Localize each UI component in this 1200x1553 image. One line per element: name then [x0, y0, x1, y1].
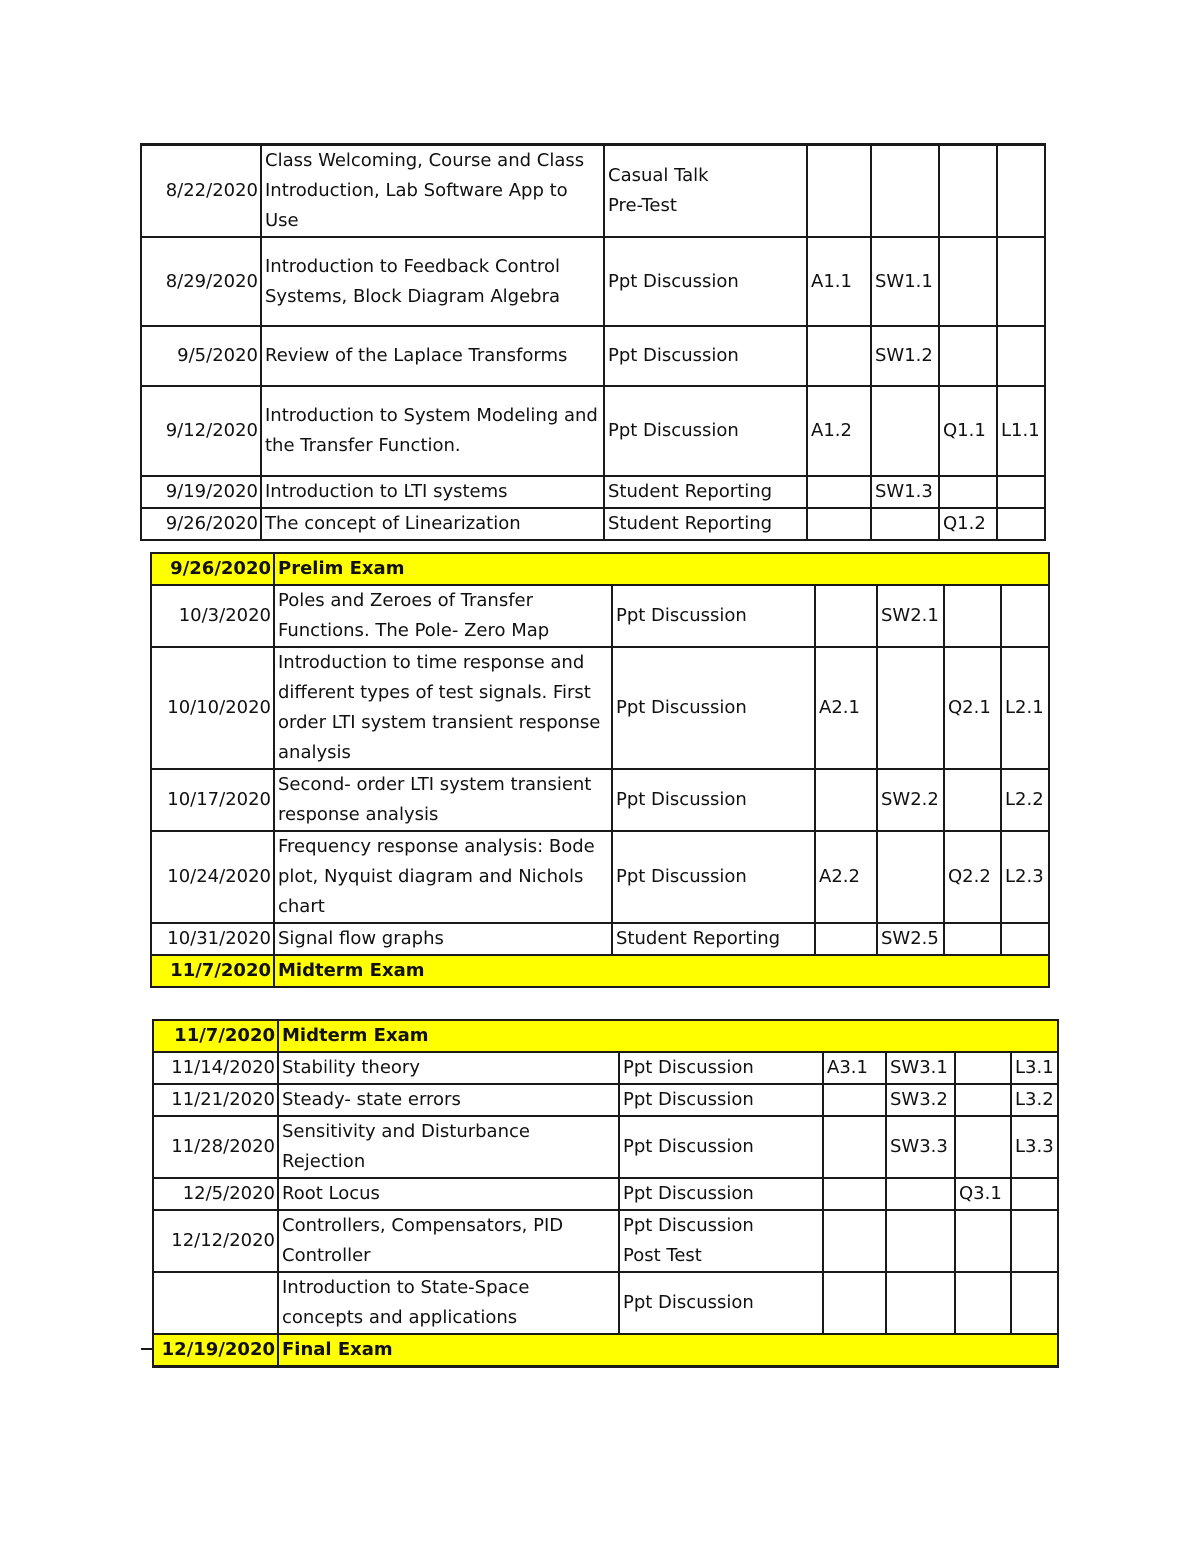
topic-cell: Controllers, Compensators, PID Controller: [278, 1210, 619, 1272]
seatwork-cell: SW2.5: [877, 923, 944, 955]
topic-cell: Signal flow graphs: [274, 923, 612, 955]
date-cell: 11/14/2020: [153, 1052, 278, 1084]
seatwork-cell: [877, 647, 944, 769]
seatwork-cell: SW1.2: [871, 326, 939, 386]
quiz-cell: [955, 1210, 1011, 1272]
date-cell: 10/17/2020: [151, 769, 274, 831]
assignment-cell: A1.1: [807, 237, 871, 326]
activity-cell: Student Reporting: [612, 923, 815, 955]
quiz-cell: [939, 476, 997, 508]
table-row: [141, 326, 1045, 386]
topic-cell: Sensitivity and Disturbance Rejection: [278, 1116, 619, 1178]
quiz-cell: Q1.1: [939, 386, 997, 476]
exam-date: 12/19/2020: [153, 1334, 278, 1367]
lab-cell: [997, 237, 1045, 326]
table-row: [151, 769, 1049, 831]
exam-date: 11/7/2020: [151, 955, 274, 987]
seatwork-cell: [877, 831, 944, 923]
assignment-cell: [815, 585, 877, 647]
lab-cell: [1011, 1178, 1058, 1210]
activity-cell: Ppt Discussion: [619, 1178, 823, 1210]
topic-cell: Frequency response analysis: Bode plot, Nyquist diagram and Nichols chart: [274, 831, 612, 923]
date-cell: 10/31/2020: [151, 923, 274, 955]
schedule-table-3: [152, 1019, 1059, 1368]
table-row: [153, 1272, 1058, 1334]
assignment-cell: [815, 769, 877, 831]
table-row: [141, 476, 1045, 508]
activity-cell: Ppt Discussion: [604, 237, 807, 326]
activity-cell: Student Reporting: [604, 476, 807, 508]
activity-cell: Ppt Discussion: [612, 647, 815, 769]
date-cell: 11/21/2020: [153, 1084, 278, 1116]
assignment-cell: A1.2: [807, 386, 871, 476]
topic-cell: Root Locus: [278, 1178, 619, 1210]
topic-cell: Class Welcoming, Course and Class Introduction, Lab Software App to Use: [261, 145, 604, 238]
lab-cell: [1001, 585, 1049, 647]
topic-cell: Review of the Laplace Transforms: [261, 326, 604, 386]
assignment-cell: [823, 1272, 886, 1334]
exam-label: Midterm Exam: [278, 1020, 1058, 1052]
activity-cell: Ppt Discussion: [619, 1272, 823, 1334]
date-cell: [153, 1272, 278, 1334]
exam-row: [153, 1020, 1058, 1052]
topic-cell: Introduction to State-Space concepts and applications: [278, 1272, 619, 1334]
lab-cell: [997, 326, 1045, 386]
exam-row: [151, 955, 1049, 987]
table-row: [153, 1210, 1058, 1272]
table-row: [141, 237, 1045, 326]
assignment-cell: [823, 1084, 886, 1116]
quiz-cell: [939, 237, 997, 326]
topic-cell: The concept of Linearization: [261, 508, 604, 540]
quiz-cell: Q2.1: [944, 647, 1001, 769]
table-row: [141, 386, 1045, 476]
schedule-table-2-body: [151, 553, 1049, 987]
lab-cell: L3.3: [1011, 1116, 1058, 1178]
schedule-table-1: [140, 143, 1046, 541]
assignment-cell: [807, 476, 871, 508]
topic-cell: Introduction to Feedback Control Systems, Block Diagram Algebra: [261, 237, 604, 326]
seatwork-cell: SW3.3: [886, 1116, 955, 1178]
table-row: [151, 831, 1049, 923]
quiz-cell: Q2.2: [944, 831, 1001, 923]
quiz-cell: [939, 145, 997, 238]
schedule-table-3-body: [153, 1020, 1058, 1367]
date-cell: 10/24/2020: [151, 831, 274, 923]
seatwork-cell: SW1.1: [871, 237, 939, 326]
quiz-cell: [955, 1272, 1011, 1334]
topic-cell: Poles and Zeroes of Transfer Functions. The Pole- Zero Map: [274, 585, 612, 647]
seatwork-cell: SW2.2: [877, 769, 944, 831]
date-cell: 9/5/2020: [141, 326, 261, 386]
exam-label: Midterm Exam: [274, 955, 1049, 987]
table-row: [151, 647, 1049, 769]
assignment-cell: [815, 923, 877, 955]
exam-row: [153, 1334, 1058, 1367]
date-cell: 9/12/2020: [141, 386, 261, 476]
seatwork-cell: [871, 145, 939, 238]
exam-row: [151, 553, 1049, 585]
seatwork-cell: SW1.3: [871, 476, 939, 508]
quiz-cell: [939, 326, 997, 386]
date-cell: 8/22/2020: [141, 145, 261, 238]
date-cell: 10/10/2020: [151, 647, 274, 769]
lab-cell: L1.1: [997, 386, 1045, 476]
quiz-cell: Q3.1: [955, 1178, 1011, 1210]
lab-cell: L2.3: [1001, 831, 1049, 923]
lab-cell: [1001, 923, 1049, 955]
date-cell: 12/12/2020: [153, 1210, 278, 1272]
quiz-cell: [955, 1116, 1011, 1178]
activity-cell: Ppt Discussion Post Test: [619, 1210, 823, 1272]
activity-cell: Student Reporting: [604, 508, 807, 540]
lab-cell: L2.1: [1001, 647, 1049, 769]
assignment-cell: A2.2: [815, 831, 877, 923]
lab-cell: [1011, 1272, 1058, 1334]
assignment-cell: [807, 508, 871, 540]
activity-cell: Ppt Discussion: [612, 831, 815, 923]
assignment-cell: [823, 1210, 886, 1272]
table-row: [153, 1178, 1058, 1210]
activity-cell: Ppt Discussion: [604, 386, 807, 476]
topic-cell: Second- order LTI system transient response analysis: [274, 769, 612, 831]
lab-cell: L3.1: [1011, 1052, 1058, 1084]
quiz-cell: [944, 769, 1001, 831]
date-cell: 9/26/2020: [141, 508, 261, 540]
table-edge-mark: [141, 1348, 153, 1350]
activity-cell: Ppt Discussion: [619, 1052, 823, 1084]
table-row: [151, 585, 1049, 647]
activity-cell: Ppt Discussion: [619, 1084, 823, 1116]
topic-cell: Steady- state errors: [278, 1084, 619, 1116]
seatwork-cell: [886, 1178, 955, 1210]
table-row: [153, 1116, 1058, 1178]
assignment-cell: [807, 145, 871, 238]
lab-cell: L2.2: [1001, 769, 1049, 831]
date-cell: 12/5/2020: [153, 1178, 278, 1210]
lab-cell: [997, 476, 1045, 508]
quiz-cell: [955, 1084, 1011, 1116]
seatwork-cell: SW2.1: [877, 585, 944, 647]
schedule-table-2: [150, 552, 1050, 988]
topic-cell: Introduction to time response and different types of test signals. First order LTI system transient response analysis: [274, 647, 612, 769]
topic-cell: Introduction to LTI systems: [261, 476, 604, 508]
table-row: [151, 923, 1049, 955]
activity-cell: Ppt Discussion: [612, 769, 815, 831]
seatwork-cell: [871, 508, 939, 540]
activity-cell: Ppt Discussion: [612, 585, 815, 647]
quiz-cell: [955, 1052, 1011, 1084]
activity-cell: Ppt Discussion: [604, 326, 807, 386]
table-row: [153, 1084, 1058, 1116]
date-cell: 9/19/2020: [141, 476, 261, 508]
quiz-cell: [944, 923, 1001, 955]
exam-label: Prelim Exam: [274, 553, 1049, 585]
seatwork-cell: SW3.2: [886, 1084, 955, 1116]
exam-date: 11/7/2020: [153, 1020, 278, 1052]
activity-cell: Ppt Discussion: [619, 1116, 823, 1178]
date-cell: 8/29/2020: [141, 237, 261, 326]
table-row: [141, 508, 1045, 540]
assignment-cell: A3.1: [823, 1052, 886, 1084]
table-row: [141, 145, 1045, 238]
assignment-cell: [807, 326, 871, 386]
assignment-cell: A2.1: [815, 647, 877, 769]
seatwork-cell: [886, 1210, 955, 1272]
schedule-table-1-body: [141, 145, 1045, 541]
seatwork-cell: [871, 386, 939, 476]
lab-cell: [1011, 1210, 1058, 1272]
seatwork-cell: SW3.1: [886, 1052, 955, 1084]
assignment-cell: [823, 1116, 886, 1178]
activity-cell: Casual Talk Pre-Test: [604, 145, 807, 238]
exam-label: Final Exam: [278, 1334, 1058, 1367]
quiz-cell: Q1.2: [939, 508, 997, 540]
lab-cell: L3.2: [1011, 1084, 1058, 1116]
seatwork-cell: [886, 1272, 955, 1334]
date-cell: 10/3/2020: [151, 585, 274, 647]
exam-date: 9/26/2020: [151, 553, 274, 585]
quiz-cell: [944, 585, 1001, 647]
table-row: [153, 1052, 1058, 1084]
lab-cell: [997, 508, 1045, 540]
topic-cell: Stability theory: [278, 1052, 619, 1084]
topic-cell: Introduction to System Modeling and the Transfer Function.: [261, 386, 604, 476]
lab-cell: [997, 145, 1045, 238]
assignment-cell: [823, 1178, 886, 1210]
date-cell: 11/28/2020: [153, 1116, 278, 1178]
